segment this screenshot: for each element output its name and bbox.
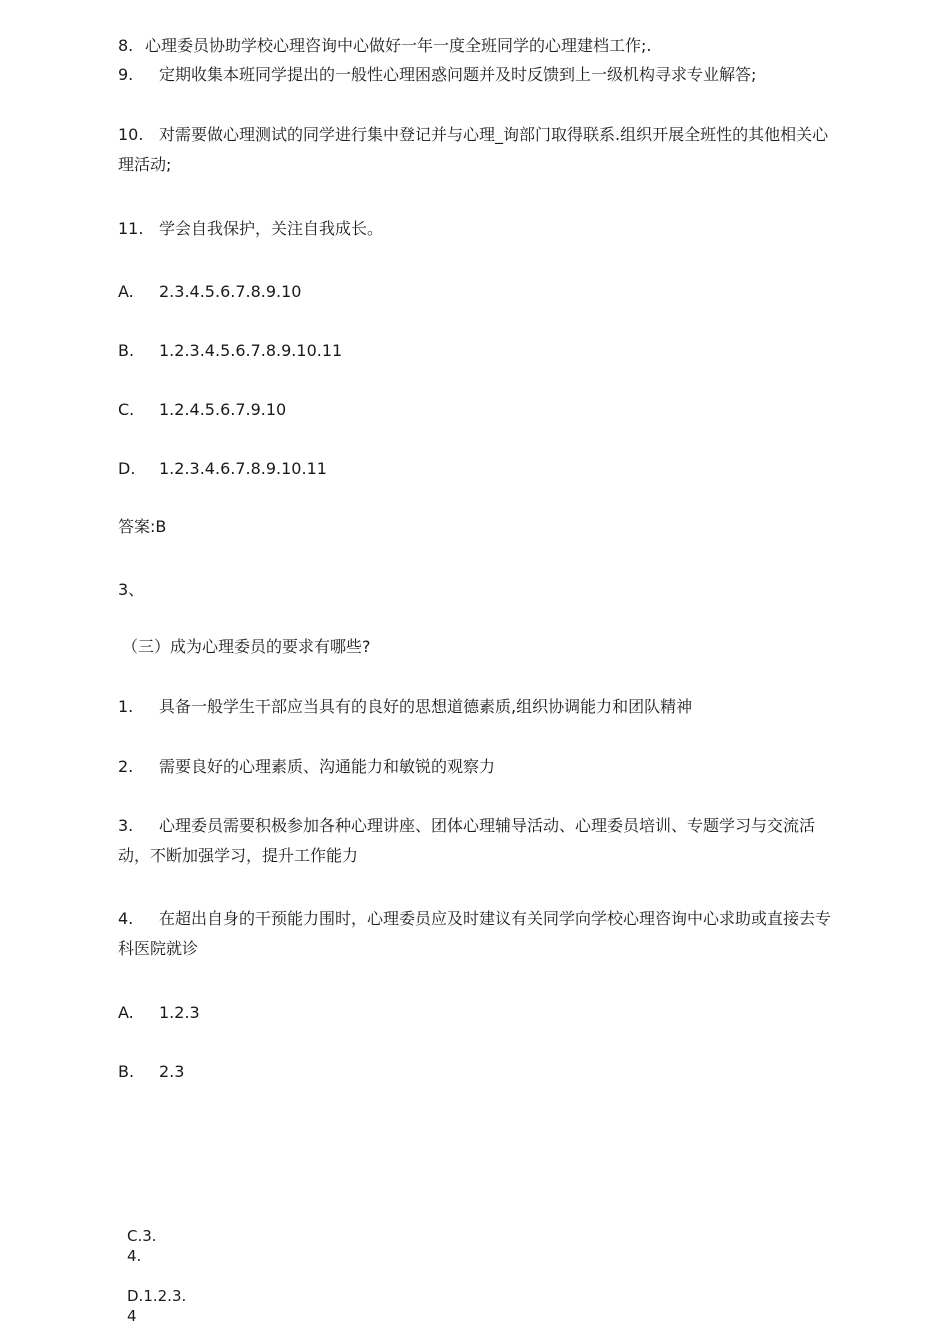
option-letter: A. — [118, 1003, 134, 1022]
item-number: 8. — [118, 36, 134, 55]
item-number: 1. — [118, 697, 134, 716]
option-d — [127, 1286, 186, 1326]
option-b — [118, 1061, 184, 1083]
item-number: 4. — [118, 909, 134, 928]
item-text: 定期收集本班同学提出的一般性心理困惑问题并及时反馈到上一级机构寻求专业解答; — [159, 65, 757, 84]
option-c-line-1: C.3. — [127, 1227, 157, 1245]
requirement-item-2 — [118, 756, 495, 778]
list-item-8 — [118, 35, 651, 57]
option-text: 1.2.3.4.5.6.7.8.9.10.11 — [159, 341, 343, 360]
option-letter: C. — [118, 400, 135, 419]
answer-line: 答案:B — [118, 517, 167, 536]
option-text: 1.2.3 — [159, 1003, 200, 1022]
option-text: 2.3.4.5.6.7.8.9.10 — [159, 282, 302, 301]
requirement-item-1 — [118, 696, 692, 718]
list-item-10 — [118, 120, 838, 180]
item-text: 对需要做心理测试的同学进行集中登记并与心理_询部门取得联系.组织开展全班性的其他相关心理活动; — [118, 125, 829, 174]
requirement-item-3 — [118, 811, 838, 871]
option-text: 1.2.3.4.6.7.8.9.10.11 — [159, 459, 327, 478]
option-d — [118, 458, 327, 480]
question-number: 3、 — [118, 580, 145, 599]
option-letter: D. — [118, 459, 136, 478]
item-text: 在超出自身的干预能力围时，心理委员应及时建议有关同学向学校心理咨询中心求助或直接去专科医院就诊 — [118, 909, 832, 958]
option-letter: A. — [118, 282, 134, 301]
question-title: （三）成为心理委员的要求有哪些? — [122, 637, 371, 656]
item-number: 3. — [118, 816, 134, 835]
item-number: 9. — [118, 65, 134, 84]
option-text: 1.2.4.5.6.7.9.10 — [159, 400, 287, 419]
option-a — [118, 281, 301, 303]
item-text: 学会自我保护，关注自我成长。 — [159, 219, 384, 238]
option-c — [118, 399, 286, 421]
list-item-9 — [118, 64, 756, 86]
item-number: 10. — [118, 125, 144, 144]
option-c — [127, 1226, 157, 1266]
item-text: 心理委员需要积极参加各种心理讲座、团体心理辅导活动、心理委员培训、专题学习与交流活动，不断加强学习，提升工作能力 — [118, 816, 816, 865]
item-text: 需要良好的心理素质、沟通能力和敏锐的观察力 — [159, 757, 496, 776]
option-c-line-2: 4. — [127, 1247, 142, 1265]
item-text: 心理委员协助学校心理咨询中心做好一年一度全班同学的心理建档工作;. — [145, 36, 652, 55]
list-item-11 — [118, 218, 383, 240]
option-letter: B. — [118, 341, 135, 360]
option-a — [118, 1002, 200, 1024]
option-d-line-2: 4 — [127, 1307, 137, 1325]
option-d-line-1: D.1.2.3. — [127, 1287, 187, 1305]
option-b — [118, 340, 342, 362]
item-text: 具备一般学生干部应当具有的良好的思想道德素质,组织协调能力和团队精神 — [159, 697, 693, 716]
requirement-item-4 — [118, 904, 838, 964]
option-text: 2.3 — [159, 1062, 185, 1081]
option-letter: B. — [118, 1062, 135, 1081]
item-number: 2. — [118, 757, 134, 776]
item-number: 11. — [118, 219, 144, 238]
